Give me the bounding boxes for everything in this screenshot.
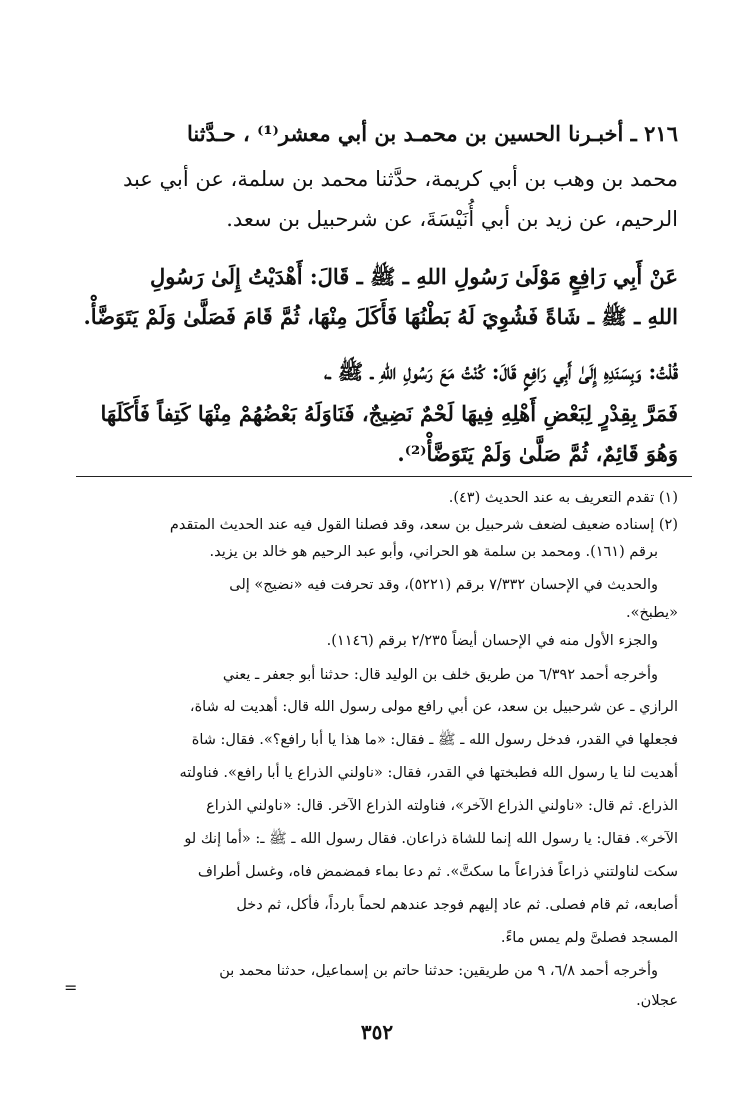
footnote-2-line-11: الآخر». فقال: يا رسول الله إنما للشاة ذراعان. فقال رسول الله ـ ﷺ ـ: «أما إنك لو	[184, 831, 678, 847]
footnote-2-line-5: والجزء الأول منه في الإحسان أيضاً ٢/٢٣٥ برقم (١١٤٦).	[326, 633, 658, 649]
footnote-2-line-15: وأخرجه أحمد ٦/٨، ٩ من طريقين: حدثنا حاتم بن إسماعيل، حدثنا محمد بن	[219, 963, 658, 979]
footnote-2-line-9: أهديت لنا يا رسول الله فطبختها في القدر، فقال: «ناولني الذراع يا أبا رافع». فناولته	[179, 765, 678, 781]
hadith-2-line-1: قُلْتُ: وَبِسَنَدِهِ إِلَىٰ أَبِي رَافِعٍ قَالَ: كُنْتُ مَعَ رَسُولِ اللهِ ـ ﷺ ـ،	[323, 359, 678, 384]
hadith-2-line-3: وَهُوَ قَائِمٌ، ثُمَّ صَلَّىٰ وَلَمْ يَتَوَضَّأْ⁽²⁾.	[397, 441, 678, 466]
hadith-2-line-2: فَمَرَّ بِقِدْرٍ لِبَعْضِ أَهْلِهِ فِيهَا لَحْمٌ نَضِيجٌ، فَنَاوَلَهُ بَعْضُهُمْ مِنْهَا كَتِفاً فَأَكَلَهَا	[100, 401, 678, 426]
footnote-2-line-8: فجعلها في القدر، فدخل رسول الله ـ ﷺ ـ فقال: «ما هذا يا أبا رافع؟». فقال: شاة	[191, 732, 678, 748]
footnote-2-line-3: والحديث في الإحسان ٧/٣٣٢ برقم (٥٢٢١)، وقد تحرفت فيه «نضيج» إلى	[229, 577, 658, 593]
footnote-2-line-1: (٢) إسناده ضعيف لضعف شرحبيل بن سعد، وقد فصلنا القول فيه عند الحديث المتقدم	[169, 517, 678, 533]
footnote-2-line-16: عجلان.	[636, 993, 678, 1009]
hadith-1-line-2: اللهِ ـ ﷺ ـ شَاةً فَشُوِيَ لَهُ بَطْنُهَا فَأَكَلَ مِنْهَا، ثُمَّ قَامَ فَصَلَّىٰ وَلَمْ يَتَوَضَّأْ.	[83, 304, 678, 329]
footnote-2-line-6: وأخرجه أحمد ٦/٣٩٢ من طريق خلف بن الوليد قال: حدثنا أبو جعفر ـ يعني	[222, 667, 658, 683]
continuation-marker: =	[64, 978, 78, 997]
footnote-2-line-2: برقم (١٦١). ومحمد بن سلمة هو الحراني، وأبو عبد الرحيم هو خالد بن يزيد.	[209, 544, 658, 560]
footnote-2-line-14: المسجد فصلىَّ ولم يمس ماءً.	[500, 930, 678, 946]
footnote-2-line-12: سكت لناولتني ذراعاً فذراعاً ما سكتَّ». ثم دعا بماء فمضمض فاه، وغسل أطراف	[197, 864, 678, 880]
footnote-2-line-10: الذراع. ثم قال: «ناولني الذراع الآخر»، فناولته الذراع الآخر. قال: «ناولني الذراع	[206, 798, 678, 814]
main-text-line-1: ٢١٦ ـ أخبـرنا الحسين بن محمـد بن أبي معشر⁽¹⁾ ، حـدَّثنا	[187, 121, 678, 146]
footnote-2-line-7: الرازي ـ عن شرحبيل بن سعد، عن أبي رافع مولى رسول الله قال: أهديت له شاة،	[189, 699, 678, 715]
page-number: ٣٥٢	[360, 1020, 394, 1044]
hadith-1-line-1: عَنْ أَبِي رَافِعٍ مَوْلَىٰ رَسُولِ اللهِ ـ ﷺ ـ قَالَ: أَهْدَيْتُ إِلَىٰ رَسُولِ	[149, 264, 678, 289]
footnote-separator	[76, 476, 692, 477]
main-text-line-2: محمد بن وهب بن أبي كريمة، حدَّثنا محمد بن سلمة، عن أبي عبد	[122, 167, 678, 191]
footnote-2-line-4: «يطبخ».	[625, 605, 678, 621]
footnote-1: (١) تقدم التعريف به عند الحديث (٤٣).	[448, 490, 678, 506]
main-text-line-3: الرحيم، عن زيد بن أبي أُنَيْسَةَ، عن شرحبيل بن سعد.	[226, 207, 678, 231]
footnote-2-line-13: أصابعه، ثم قام فصلى. ثم عاد إليهم فوجد عندهم لحماً بارداً، فأكل، ثم دخل	[236, 897, 678, 913]
